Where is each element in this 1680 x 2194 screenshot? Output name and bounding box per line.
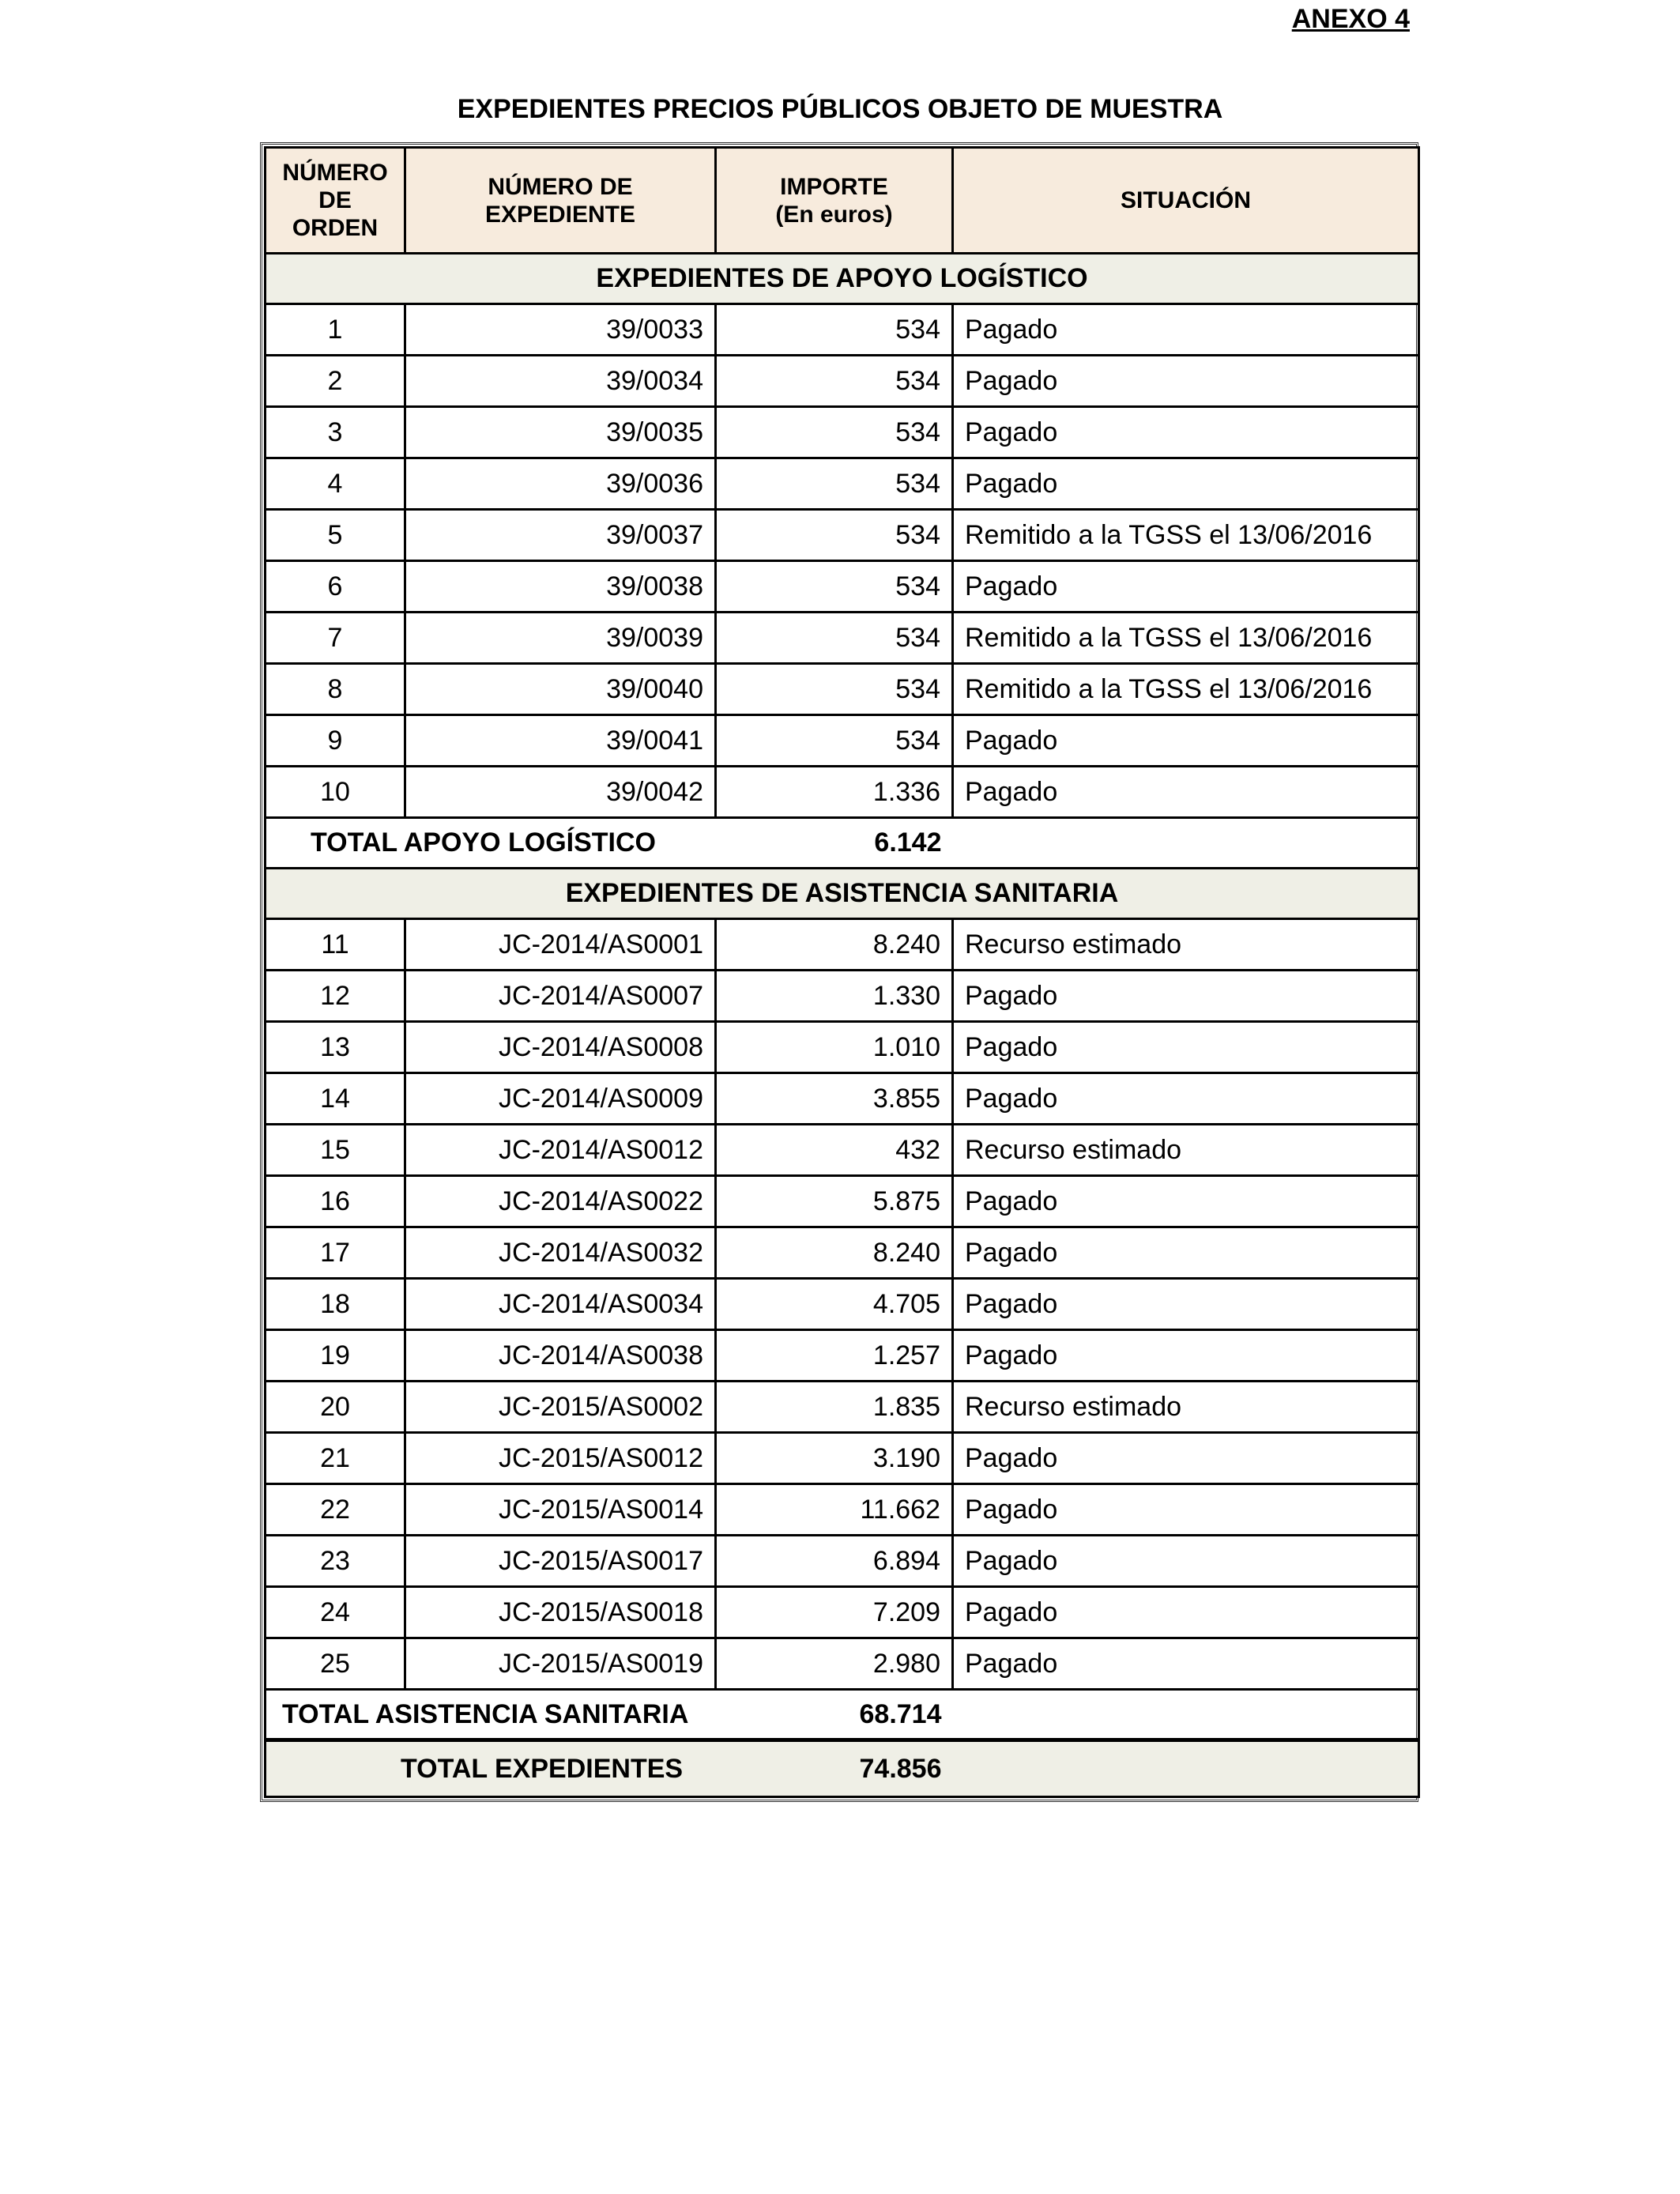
cell-importe: 5.875 <box>716 1176 953 1227</box>
cell-situacion: Pagado <box>953 407 1419 458</box>
cell-importe: 8.240 <box>716 919 953 971</box>
cell-orden: 12 <box>266 971 405 1022</box>
cell-expediente: JC-2014/AS0012 <box>405 1125 716 1176</box>
section-total-blank <box>953 1690 1419 1740</box>
section-total-label: TOTAL APOYO LOGÍSTICO <box>266 818 716 869</box>
cell-importe: 534 <box>716 458 953 510</box>
expedientes-table-frame <box>260 142 1418 1802</box>
cell-situacion: Recurso estimado <box>953 1382 1419 1433</box>
cell-orden: 18 <box>266 1279 405 1330</box>
cell-situacion: Pagado <box>953 971 1419 1022</box>
section-total-value: 68.714 <box>716 1690 953 1740</box>
cell-expediente: JC-2015/AS0012 <box>405 1433 716 1484</box>
cell-importe: 534 <box>716 407 953 458</box>
section-title: EXPEDIENTES DE APOYO LOGÍSTICO <box>266 254 1419 304</box>
cell-expediente: JC-2015/AS0019 <box>405 1638 716 1690</box>
cell-expediente: 39/0033 <box>405 304 716 356</box>
cell-expediente: JC-2014/AS0032 <box>405 1227 716 1279</box>
cell-orden: 24 <box>266 1587 405 1638</box>
cell-situacion: Remitido a la TGSS el 13/06/2016 <box>953 613 1419 664</box>
header-numero-expediente: NÚMERO DE EXPEDIENTE <box>405 148 716 254</box>
cell-situacion: Pagado <box>953 715 1419 767</box>
cell-situacion: Pagado <box>953 1073 1419 1125</box>
cell-situacion: Pagado <box>953 458 1419 510</box>
cell-situacion: Pagado <box>953 1638 1419 1690</box>
table-row <box>266 1227 1419 1279</box>
table-row <box>266 1433 1419 1484</box>
cell-expediente: JC-2014/AS0001 <box>405 919 716 971</box>
table-row <box>266 510 1419 561</box>
cell-importe: 1.257 <box>716 1330 953 1382</box>
cell-importe: 8.240 <box>716 1227 953 1279</box>
cell-situacion: Pagado <box>953 356 1419 407</box>
table-row <box>266 407 1419 458</box>
cell-orden: 11 <box>266 919 405 971</box>
cell-situacion: Pagado <box>953 1176 1419 1227</box>
cell-orden: 22 <box>266 1484 405 1536</box>
cell-orden: 17 <box>266 1227 405 1279</box>
grand-total-row <box>266 1740 1419 1797</box>
cell-expediente: 39/0036 <box>405 458 716 510</box>
table-row <box>266 1330 1419 1382</box>
table-row <box>266 1382 1419 1433</box>
cell-situacion: Pagado <box>953 304 1419 356</box>
cell-importe: 2.980 <box>716 1638 953 1690</box>
table-row <box>266 1176 1419 1227</box>
cell-orden: 20 <box>266 1382 405 1433</box>
section-total-label: TOTAL ASISTENCIA SANITARIA <box>266 1690 716 1740</box>
cell-importe: 1.010 <box>716 1022 953 1073</box>
cell-orden: 5 <box>266 510 405 561</box>
table-row <box>266 1279 1419 1330</box>
header-situacion: SITUACIÓN <box>953 148 1419 254</box>
cell-expediente: JC-2015/AS0017 <box>405 1536 716 1587</box>
section-total-row <box>266 818 1419 869</box>
cell-situacion: Pagado <box>953 1433 1419 1484</box>
cell-orden: 19 <box>266 1330 405 1382</box>
grand-total-value: 74.856 <box>716 1740 953 1797</box>
cell-expediente: JC-2014/AS0038 <box>405 1330 716 1382</box>
table-row <box>266 664 1419 715</box>
grand-total-label: TOTAL EXPEDIENTES <box>266 1740 716 1797</box>
cell-situacion: Pagado <box>953 1227 1419 1279</box>
table-row <box>266 356 1419 407</box>
grand-total-blank <box>953 1740 1419 1797</box>
cell-situacion: Remitido a la TGSS el 13/06/2016 <box>953 510 1419 561</box>
cell-situacion: Recurso estimado <box>953 1125 1419 1176</box>
table-row <box>266 1587 1419 1638</box>
cell-orden: 15 <box>266 1125 405 1176</box>
cell-orden: 9 <box>266 715 405 767</box>
section-header-row <box>266 869 1419 919</box>
table-row <box>266 1638 1419 1690</box>
annex-label: ANEXO 4 <box>1291 4 1410 34</box>
cell-expediente: JC-2014/AS0007 <box>405 971 716 1022</box>
cell-situacion: Pagado <box>953 1330 1419 1382</box>
table-row <box>266 561 1419 613</box>
header-importe <box>716 148 953 254</box>
cell-importe: 534 <box>716 510 953 561</box>
cell-orden: 7 <box>266 613 405 664</box>
document-title: EXPEDIENTES PRECIOS PÚBLICOS OBJETO DE MUESTRA <box>457 94 1223 124</box>
cell-orden: 25 <box>266 1638 405 1690</box>
cell-situacion: Pagado <box>953 1587 1419 1638</box>
cell-situacion: Pagado <box>953 1484 1419 1536</box>
section-header-row <box>266 254 1419 304</box>
cell-situacion: Pagado <box>953 1536 1419 1587</box>
cell-orden: 10 <box>266 767 405 818</box>
table-row <box>266 767 1419 818</box>
cell-importe: 534 <box>716 561 953 613</box>
cell-importe: 3.190 <box>716 1433 953 1484</box>
cell-orden: 2 <box>266 356 405 407</box>
cell-importe: 534 <box>716 356 953 407</box>
cell-situacion: Remitido a la TGSS el 13/06/2016 <box>953 664 1419 715</box>
cell-importe: 11.662 <box>716 1484 953 1536</box>
cell-importe: 534 <box>716 304 953 356</box>
cell-situacion: Recurso estimado <box>953 919 1419 971</box>
section-title: EXPEDIENTES DE ASISTENCIA SANITARIA <box>266 869 1419 919</box>
cell-orden: 21 <box>266 1433 405 1484</box>
table-row <box>266 613 1419 664</box>
cell-expediente: JC-2014/AS0009 <box>405 1073 716 1125</box>
section-total-row <box>266 1690 1419 1740</box>
table-row <box>266 919 1419 971</box>
table-row <box>266 715 1419 767</box>
expedientes-table <box>264 146 1420 1798</box>
cell-orden: 8 <box>266 664 405 715</box>
cell-expediente: 39/0040 <box>405 664 716 715</box>
cell-orden: 16 <box>266 1176 405 1227</box>
cell-expediente: 39/0042 <box>405 767 716 818</box>
section-total-value: 6.142 <box>716 818 953 869</box>
cell-situacion: Pagado <box>953 1022 1419 1073</box>
cell-expediente: 39/0037 <box>405 510 716 561</box>
table-row <box>266 971 1419 1022</box>
cell-importe: 7.209 <box>716 1587 953 1638</box>
cell-expediente: 39/0039 <box>405 613 716 664</box>
cell-importe: 432 <box>716 1125 953 1176</box>
cell-importe: 534 <box>716 715 953 767</box>
cell-orden: 4 <box>266 458 405 510</box>
cell-importe: 1.835 <box>716 1382 953 1433</box>
cell-orden: 23 <box>266 1536 405 1587</box>
cell-expediente: JC-2014/AS0034 <box>405 1279 716 1330</box>
cell-expediente: 39/0035 <box>405 407 716 458</box>
cell-situacion: Pagado <box>953 1279 1419 1330</box>
cell-expediente: JC-2014/AS0008 <box>405 1022 716 1073</box>
cell-situacion: Pagado <box>953 561 1419 613</box>
cell-importe: 534 <box>716 664 953 715</box>
cell-orden: 1 <box>266 304 405 356</box>
cell-expediente: JC-2015/AS0018 <box>405 1587 716 1638</box>
cell-importe: 1.336 <box>716 767 953 818</box>
header-importe-label: IMPORTE <box>780 173 888 200</box>
header-numero-orden: NÚMERO DE ORDEN <box>266 148 405 254</box>
header-importe-unit: (En euros) <box>775 201 893 228</box>
cell-orden: 13 <box>266 1022 405 1073</box>
cell-importe: 1.330 <box>716 971 953 1022</box>
cell-situacion: Pagado <box>953 767 1419 818</box>
section-total-blank <box>953 818 1419 869</box>
cell-orden: 6 <box>266 561 405 613</box>
cell-expediente: 39/0038 <box>405 561 716 613</box>
table-row <box>266 458 1419 510</box>
cell-expediente: JC-2014/AS0022 <box>405 1176 716 1227</box>
cell-expediente: 39/0041 <box>405 715 716 767</box>
cell-importe: 4.705 <box>716 1279 953 1330</box>
table-row <box>266 1073 1419 1125</box>
cell-importe: 534 <box>716 613 953 664</box>
table-body <box>266 254 1419 1797</box>
cell-importe: 3.855 <box>716 1073 953 1125</box>
table-header-row <box>266 148 1419 254</box>
table-row <box>266 1022 1419 1073</box>
table-row <box>266 1536 1419 1587</box>
table-row <box>266 1484 1419 1536</box>
cell-orden: 14 <box>266 1073 405 1125</box>
cell-orden: 3 <box>266 407 405 458</box>
table-row <box>266 1125 1419 1176</box>
table-row <box>266 304 1419 356</box>
cell-expediente: JC-2015/AS0002 <box>405 1382 716 1433</box>
cell-expediente: JC-2015/AS0014 <box>405 1484 716 1536</box>
cell-importe: 6.894 <box>716 1536 953 1587</box>
cell-expediente: 39/0034 <box>405 356 716 407</box>
